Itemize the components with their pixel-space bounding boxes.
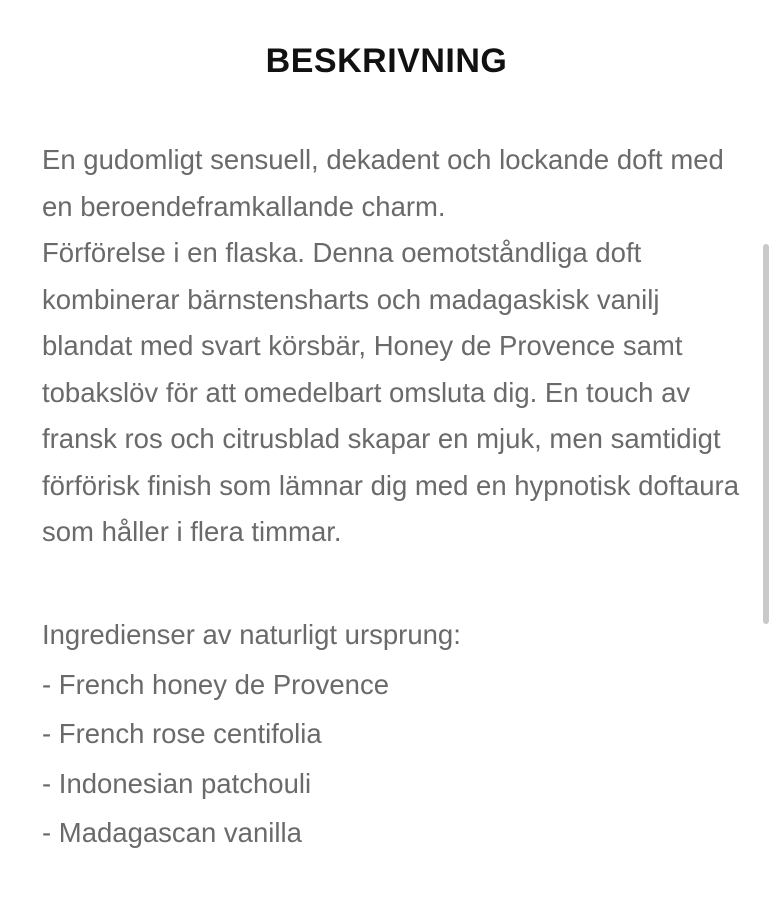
description-block xyxy=(42,137,742,556)
ingredients-heading: Ingredienser av naturligt ursprung: xyxy=(42,619,461,650)
ingredient-item: - French honey de Provence xyxy=(42,668,389,700)
scrollbar-thumb[interactable] xyxy=(763,244,769,624)
ingredients-block xyxy=(42,610,742,858)
section-title: BESKRIVNING xyxy=(265,42,508,80)
ingredients-list xyxy=(42,660,742,858)
ingredient-item: - French rose centifolia xyxy=(42,718,322,749)
description-paragraph: Förförelse i en flaska. Denna oemotståndliga doft kombinerar bärnstensharts och madagaskisk vanilj blandat med svart körsbär, Honey de Provence samt tobakslöv för att omedelbart omsluta dig. En touch av fransk ros och citrusblad skapar en mjuk, men samtidigt förförisk finish som lämnar dig med en hypnotisk doftaura som håller i flera timmar. xyxy=(42,237,739,547)
ingredient-item: - Indonesian patchouli xyxy=(42,767,312,799)
ingredient-item: - Madagascan vanilla xyxy=(42,817,302,848)
description-lead: En gudomligt sensuell, dekadent och lockande doft med en beroendeframkallande charm. xyxy=(42,144,724,222)
